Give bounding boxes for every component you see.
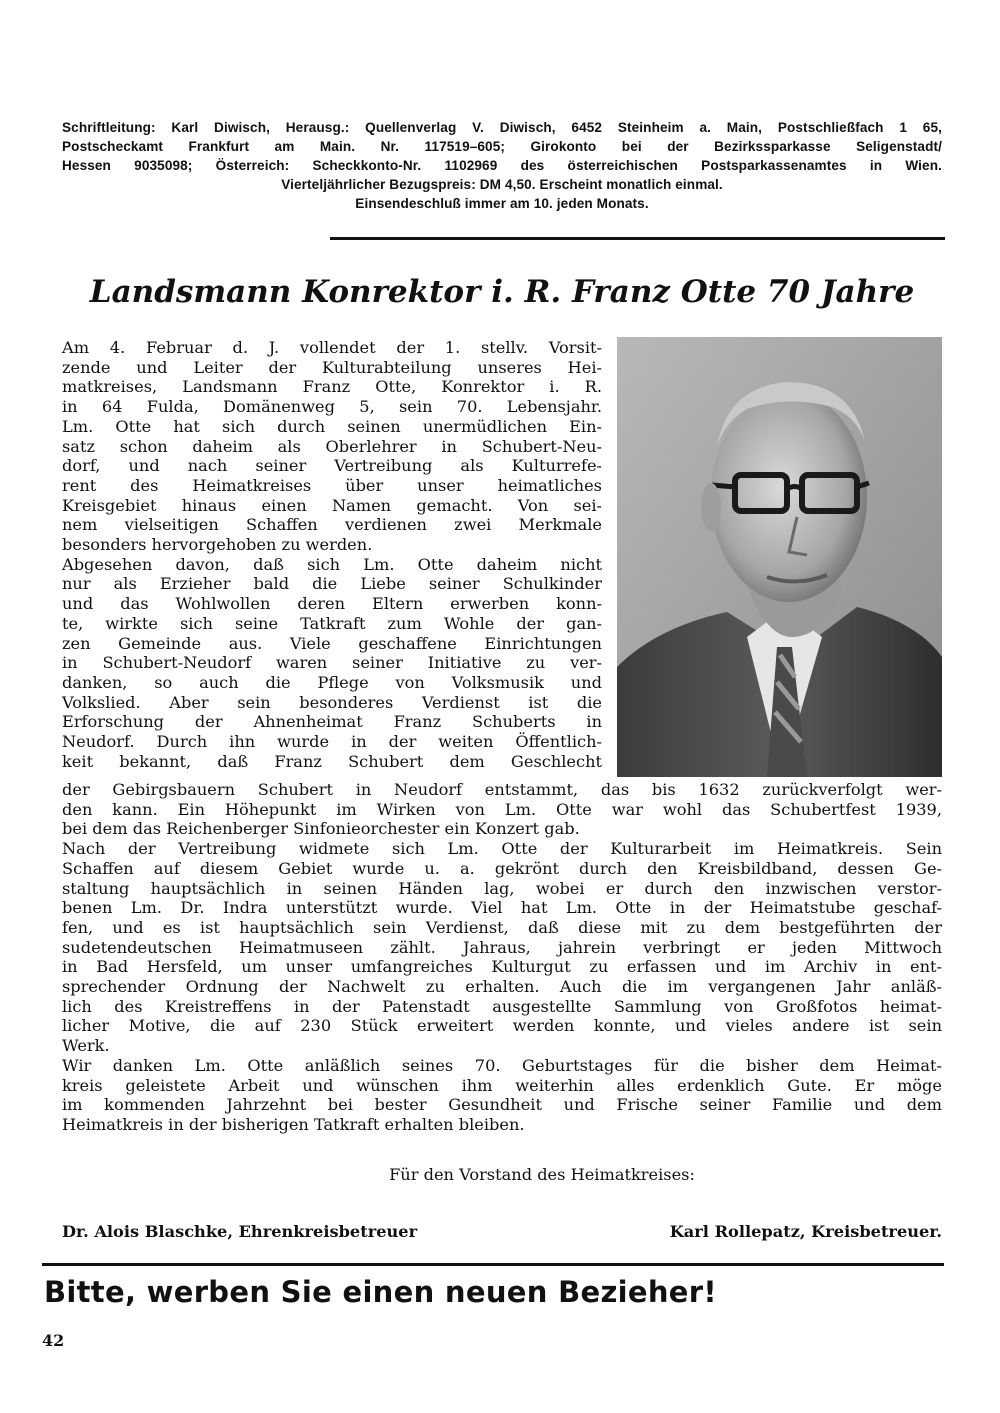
text-line: im kommenden Jahrzehnt bei bester Gesundheit und Frische seiner Familie und dem	[62, 1095, 942, 1115]
text-line: Kreisgebiet hinaus einen Namen gemacht. Von sei-	[62, 495, 602, 515]
masthead-imprint	[62, 118, 942, 213]
portrait-illustration	[617, 337, 942, 777]
text-line: te, wirkte sich seine Tatkraft zum Wohle der gan-	[62, 613, 602, 633]
text-line: Nach der Vertreibung widmete sich Lm. Otte der Kulturarbeit im Heimatkreis. Sein	[62, 839, 942, 859]
imprint-line-1: Schriftleitung: Karl Diwisch, Herausg.: Quellenverlag V. Diwisch, 6452 Steinheim a. Main, Postschließfach 1 65,	[62, 120, 942, 135]
text-line: Abgesehen davon, daß sich Lm. Otte daheim nicht	[62, 554, 602, 574]
page-number: 42	[42, 1331, 65, 1350]
text-line: sudetendeutschen Heimatmuseen zählt. Jahraus, jahrein verbringt er jeden Mittwoch	[62, 937, 942, 957]
text-line: nur als Erzieher bald die Liebe seiner Schulkinder	[62, 574, 602, 594]
text-line: Heimatkreis in der bisherigen Tatkraft erhalten bleiben.	[62, 1114, 525, 1134]
text-line: kreis geleistete Arbeit und wünschen ihm weiterhin alles erdenklich Gute. Er möge	[62, 1075, 942, 1095]
text-line: Neudorf. Durch ihn wurde in der weiten Öffentlich-	[62, 732, 602, 752]
article-body-column	[62, 338, 602, 771]
text-line: in Schubert-Neudorf waren seiner Initiative zu ver-	[62, 653, 602, 673]
text-line: licher Motive, die auf 230 Stück erweitert werden konnte, und vieles andere ist sein	[62, 1016, 942, 1036]
text-line: dorf, und nach seiner Vertreibung als Kulturrefe-	[62, 456, 602, 476]
imprint-line-3: Hessen 9035098; Österreich: Scheckkonto-Nr. 1102969 des österreichischen Postsparkassenamtes in Wien.	[62, 158, 942, 173]
signature-left: Dr. Alois Blaschke, Ehrenkreisbetreuer	[62, 1222, 418, 1241]
top-divider	[330, 237, 945, 240]
bottom-divider	[42, 1263, 944, 1266]
text-line: besonders hervorgehoben zu werden.	[62, 535, 373, 555]
text-line: Erforschung der Ahnenheimat Franz Schuberts in	[62, 712, 602, 732]
text-line: zen Gemeinde aus. Viele geschaffene Einrichtungen	[62, 633, 602, 653]
text-line: und das Wohlwollen deren Eltern erwerben konn-	[62, 594, 602, 614]
imprint-line-2: Postscheckamt Frankfurt am Main. Nr. 117519–605; Girokonto bei der Bezirkssparkasse Seligenstadt/	[62, 139, 942, 154]
text-line: Werk.	[62, 1036, 110, 1056]
text-line: benen Lm. Dr. Indra unterstützt wurde. Viel hat Lm. Otte in der Heimatstube geschaf-	[62, 898, 942, 918]
text-line: Am 4. Februar d. J. vollendet der 1. stellv. Vorsit-	[62, 338, 602, 357]
portrait-photo	[617, 337, 942, 777]
signature-right: Karl Rollepatz, Kreisbetreuer.	[669, 1222, 942, 1241]
text-line: der Gebirgsbauern Schubert in Neudorf entstammt, das bis 1632 zurückverfolgt wer-	[62, 780, 942, 799]
article-headline: Landsmann Konrektor i. R. Franz Otte 70 Jahre	[89, 274, 915, 310]
text-line: Wir danken Lm. Otte anläßlich seines 70. Geburtstages für die bisher dem Heimat-	[62, 1055, 942, 1075]
text-line: nem vielseitigen Schaffen verdienen zwei Merkmale	[62, 515, 602, 535]
text-line: rent des Heimatkreises über unser heimatliches	[62, 475, 602, 495]
text-line: bei dem das Reichenberger Sinfonieorchester ein Konzert gab.	[62, 819, 580, 839]
imprint-line-5: Einsendeschluß immer am 10. jeden Monats.	[355, 196, 649, 211]
text-line: keit bekannt, daß Franz Schubert dem Geschlecht	[62, 751, 602, 771]
text-line: zende und Leiter der Kulturabteilung unseres Hei-	[62, 357, 602, 377]
text-line: in Bad Hersfeld, um unser umfangreiches Kulturgut zu erfassen und im Archiv in ent-	[62, 957, 942, 977]
closing-line: Für den Vorstand des Heimatkreises:	[389, 1165, 695, 1184]
subscriber-slogan: Bitte, werben Sie einen neuen Bezieher!	[44, 1275, 717, 1309]
text-line: staltung hauptsächlich in seinen Händen lag, wobei er durch den inzwischen verstor-	[62, 878, 942, 898]
text-line: Volkslied. Aber sein besonderes Verdienst ist die	[62, 692, 602, 712]
text-line: Schaffen auf diesem Gebiet wurde u. a. gekrönt durch den Kreisbildband, dessen Ge-	[62, 858, 942, 878]
text-line: matkreises, Landsmann Franz Otte, Konrektor i. R.	[62, 377, 602, 397]
text-line: sprechender Ordnung der Nachwelt zu erhalten. Auch die im vergangenen Jahr anläß-	[62, 977, 942, 997]
text-line: Lm. Otte hat sich durch seinen unermüdlichen Ein-	[62, 416, 602, 436]
imprint-line-4: Vierteljährlicher Bezugspreis: DM 4,50. Erscheint monatlich einmal.	[281, 177, 723, 192]
text-line: danken, so auch die Pflege von Volksmusik und	[62, 672, 602, 692]
text-line: fen, und es ist hauptsächlich sein Verdienst, daß diese mit zu dem bestgeführten der	[62, 917, 942, 937]
text-line: satz schon daheim als Oberlehrer in Schubert-Neu-	[62, 436, 602, 456]
article-body-full-width	[62, 780, 942, 1135]
text-line: den kann. Ein Höhepunkt im Wirken von Lm. Otte war wohl das Schubertfest 1939,	[62, 799, 942, 819]
text-line: in 64 Fulda, Domänenweg 5, sein 70. Lebensjahr.	[62, 397, 602, 417]
text-line: lich des Kreistreffens in der Patenstadt ausgestellte Sammlung von Großfotos heimat-	[62, 996, 942, 1016]
